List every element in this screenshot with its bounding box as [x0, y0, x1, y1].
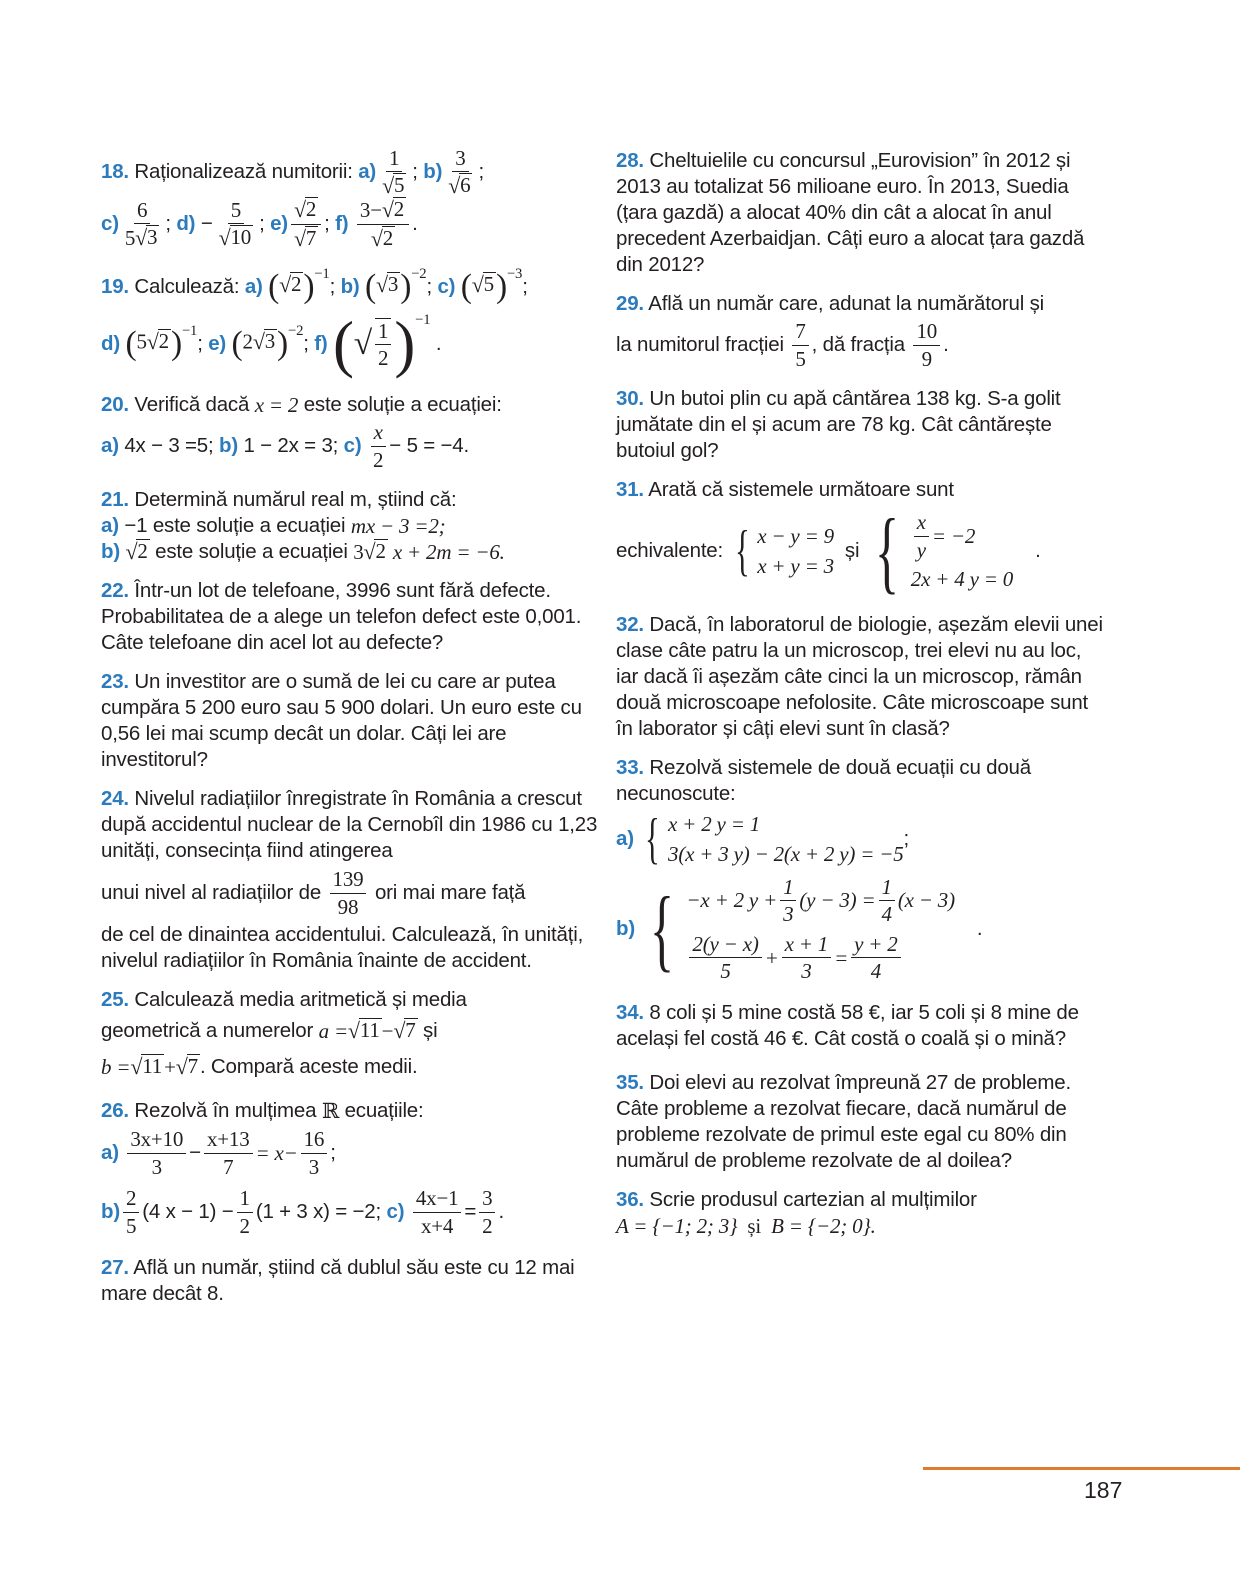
fraction: $\frac{4x-1}{x+4}$ — [413, 1186, 462, 1237]
item-label: c) — [437, 275, 456, 298]
fraction: 1 √ 5 — [382, 145, 405, 198]
fraction: $\frac{3}{2}$ — [479, 1186, 495, 1237]
equation-system: { −x + 2 y + $\frac{1}{3}$ (y − 3) = $\frac{1}{4}$ (x − 3) $\frac{2(y - x)}{5}$ + $\frac{x + 1}{3}$ = $\frac{y + 2}{4}$ — [650, 874, 955, 984]
exercise-number: 18. — [101, 160, 129, 183]
exercise-24 — [101, 786, 601, 974]
exercise-36 — [616, 1187, 1106, 1239]
power-expression: ( √ 3 )$^{-2}$ — [365, 266, 427, 306]
item-label: b) — [101, 540, 120, 563]
power-expression: ( √ 2 )$^{-1}$ — [268, 266, 330, 306]
exercise-18: 18. Raționalizează numitorii: a) 1 √ 5 ; b) 3 √ 6 ; c) 6 5 √ 3 ; d) − 5 √ 10 ; e) √ 2 √ 7 ; f) 3− √ 2 √ 2 . — [101, 145, 484, 251]
equation-system: { $\frac{x}{y}$ = −2 2x + 4 y = 0 — [874, 500, 1014, 602]
fraction: 3 √ 6 — [448, 145, 471, 198]
exercise-number: 30. — [616, 387, 644, 410]
fraction: $\frac{7}{5}$ — [792, 319, 808, 370]
power-expression: ( √ $\frac{1}{2}$ ) $^{-1}$ — [333, 308, 431, 379]
brace-icon: { — [645, 808, 661, 870]
exercise-number: 34. — [616, 1001, 644, 1024]
exercise-text: 8 coli și 5 mine costă 58 €, iar 5 coli și 8 mine de același fel costă 46 €. Cât costă o coală și o mină? — [616, 1001, 1079, 1050]
fraction: $\frac{16}{3}$ — [301, 1127, 328, 1178]
equation: 4x − 3 =5; — [124, 434, 214, 457]
item-label: e) — [208, 332, 227, 355]
exercise-number: 36. — [616, 1188, 644, 1211]
exercise-number: 19. — [101, 275, 129, 298]
fraction: $\frac{1}{2}$ — [237, 1186, 253, 1237]
equation: 1 − 2x = 3; — [243, 434, 339, 457]
item-label: b) — [423, 160, 443, 183]
exercise-34 — [616, 1000, 1106, 1052]
exercise-number: 21. — [101, 488, 129, 511]
item-label: a) — [101, 434, 119, 457]
exercise-33: 33. Rezolvă sistemele de două ecuații cu două necunoscute: a) { x + 2 y = 1 3(x + 3 y) − 2(x + 2 y) = −5 ; b) { −x + 2 y + $\frac{1}{3}$ (y − 3) = $\frac{1}{4}$ (x − 3) $\frac{2(y - x)}{5}$ + $\frac{x + 1}{3}$ = $\frac{y + 2}{4}$ . — [616, 756, 1031, 984]
right-column — [616, 148, 1106, 1252]
item-label: b) — [616, 917, 635, 940]
power-expression: (5 √ 2 )$^{-1}$ — [125, 323, 198, 363]
radical: √ 2 — [125, 539, 148, 564]
fraction: $\frac{10}{9}$ — [913, 319, 940, 370]
exercise-22 — [101, 578, 601, 656]
item-label: e) — [270, 212, 288, 235]
fraction: $\frac{x}{2}$ — [370, 420, 386, 471]
exercise-number: 27. — [101, 1256, 129, 1279]
exercise-27 — [101, 1255, 601, 1307]
exercise-text: Calculează: — [134, 275, 240, 298]
exercise-text: este soluție a ecuației — [152, 514, 346, 537]
exercise-text: unui nivel al radiațiilor de — [101, 881, 322, 904]
exercise-29: 29. Află un număr care, adunat la numărătorul și la numitorul fracției $\frac{7}{5}$ , dă fracția $\frac{10}{9}$ . — [616, 292, 1045, 371]
exercise-number: 20. — [101, 393, 129, 416]
exercise-20 — [101, 392, 601, 474]
radical: √ 10 — [218, 224, 252, 250]
exercise-text: Rezolvă sistemele de două ecuații cu două necunoscute: — [616, 756, 1031, 805]
exercise-number: 24. — [101, 787, 129, 810]
exercise-text: , dă fracția — [811, 333, 905, 356]
value: −1 — [124, 514, 148, 537]
item-label: b) — [219, 434, 238, 457]
exercise-text: Cheltuielile cu concursul „Eurovision” în 2012 și 2013 au totalizat 56 milioane euro. În 2013, Suedia (țara gazdă) a alocat 40% din cât a alocat în anul precedent Azerbaidjan. Câți euro a alocat țara gazdă din 2012? — [616, 149, 1085, 276]
set-b: B = {−2; 0}. — [771, 1214, 876, 1238]
equation-system: { x − y = 9 x + y = 3 — [734, 520, 834, 582]
exercise-text: este soluție a ecuației: — [303, 393, 502, 416]
exercise-number: 35. — [616, 1071, 644, 1094]
item-label: b) — [101, 1200, 120, 1223]
item-label: f) — [314, 332, 328, 355]
fraction: 6 5 √ 3 — [124, 197, 158, 250]
item-label: c) — [386, 1200, 405, 1223]
equation: 3 √ 2 x + 2m = −6. — [353, 539, 505, 564]
brace-icon: { — [650, 878, 675, 980]
exercise-28 — [616, 148, 1106, 278]
exercise-text: Determină numărul real m, știind că: — [134, 488, 457, 511]
exercise-26: 26. Rezolvă în mulțimea ℝ ecuațiile: a) $\frac{3x+10}{3}$ − $\frac{x+13}{7}$ = x− $\frac{16}{3}$ ; b) $\frac{2}{5}$ (4 x − 1) − $\frac{1}{2}$ (1 + 3 x) = −2; c) $\frac{4x-1}{x+4}$ = $\frac{3}{2}$ . — [101, 1099, 504, 1238]
exercise-text: Nivelul radiațiilor înregistrate în România a crescut după accidentul nuclear de la Cernobîl din 1986 cu 1,23 unități, consecința fiind atingerea — [101, 787, 598, 862]
exercise-23 — [101, 669, 601, 773]
page-number: 187 — [1084, 1477, 1123, 1503]
exercise-text: Scrie produsul cartezian al mulțimilor — [649, 1188, 977, 1211]
brace-icon: { — [734, 520, 750, 582]
fraction: $\frac{2}{5}$ — [123, 1186, 139, 1237]
exercise-text: Rezolvă în mulțimea — [134, 1099, 317, 1122]
set-a: A = {−1; 2; 3} — [616, 1214, 738, 1238]
item-label: a) — [244, 275, 263, 298]
exercise-text: Dacă, în laboratorul de biologie, așezăm elevii unei clase câte patru la un microscop, trei elevi nu au loc, iar dacă îi așezăm câte cinci la un microscop, rămân două microscoape nefolosite. Câte microscoape sunt în laborator și câți elevi sunt în clasă? — [616, 613, 1103, 740]
radical: √ 2 — [293, 197, 317, 223]
exercise-text: ori mai mare față — [374, 881, 526, 904]
exercise-35 — [616, 1070, 1106, 1174]
power-expression: (2 √ 3 )$^{-2}$ — [231, 323, 304, 363]
exercise-text: Verifică dacă — [134, 393, 250, 416]
exercise-number: 22. — [101, 579, 129, 602]
exercise-number: 23. — [101, 670, 129, 693]
exercise-text: Raționalizează numitorii: — [134, 160, 353, 183]
exercise-number: 31. — [616, 478, 644, 501]
exercise-text: Doi elevi au rezolvat împreună 27 de probleme. Câte probleme a rezolvat fiecare, dacă numărul de probleme rezolvate de primul este egal cu 80% din numărul de probleme rezolvate de al doilea? — [616, 1071, 1071, 1172]
exercise-21 — [101, 487, 601, 565]
exercise-text: echivalente: — [616, 539, 724, 562]
item-label: a) — [101, 1141, 119, 1164]
fraction: 3− √ 2 √ 2 — [357, 197, 409, 251]
fraction — [291, 197, 321, 251]
exercise-text: geometrică a numerelor — [101, 1019, 314, 1042]
exercise-text: Un butoi plin cu apă cântărea 138 kg. S-a golit jumătate din el și acum are 78 kg. Cât cântărește butoiul gol? — [616, 387, 1061, 462]
item-label: d) — [101, 332, 120, 355]
fraction: $\frac{139}{98}$ — [330, 867, 367, 918]
exercise-number: 28. — [616, 149, 644, 172]
exercise-31: 31. Arată că sistemele următoare sunt echivalente: { x − y = 9 x + y = 3 și { $\frac{x}{y}$ = −2 2x + 4 y = 0 . — [616, 478, 1041, 602]
exercise-number: 33. — [616, 756, 644, 779]
radical: √ 6 — [448, 172, 471, 198]
radical: √ 7 — [293, 225, 317, 251]
item-label: f) — [335, 212, 349, 235]
left-column — [101, 145, 601, 1320]
footer-divider — [923, 1467, 1240, 1470]
conjunction: și — [423, 1019, 438, 1042]
radical: √ 5 — [382, 172, 405, 198]
exercise-number: 26. — [101, 1099, 129, 1122]
real-numbers-symbol: ℝ — [321, 1099, 340, 1123]
exercise-text: Arată că sistemele următoare sunt — [648, 478, 954, 501]
equation-system: { x + 2 y = 1 3(x + 3 y) − 2(x + 2 y) = −5 — [645, 808, 904, 870]
exercise-text: Află un număr, știind că dublul său este cu 12 mai mare decât 8. — [101, 1256, 575, 1305]
conjunction: și — [844, 539, 860, 562]
fraction: $\frac{x+13}{7}$ — [204, 1127, 253, 1178]
exercise-text: Un investitor are o sumă de lei cu care ar putea cumpăra 5 200 euro sau 5 900 dolari. Un euro este cu 0,56 lei mai scump decât un dolar. Câți lei are investitorul? — [101, 670, 582, 771]
exercise-text: la numitorul fracției — [616, 333, 784, 356]
item-label: d) — [176, 212, 196, 235]
item-label: a) — [616, 827, 634, 850]
item-label: a) — [358, 160, 377, 183]
brace-icon: { — [874, 500, 899, 602]
expression-b: b = √ 11 + √ 7 — [101, 1054, 198, 1079]
exercise-text: Într-un lot de telefoane, 3996 sunt fără defecte. Probabilitatea de a alege un telefon defect este 0,001. Câte telefoane din acel lot au defecte? — [101, 579, 582, 654]
conjunction: și — [747, 1214, 761, 1238]
power-expression: ( √ 5 )$^{-3}$ — [460, 266, 523, 306]
item-label: a) — [101, 514, 119, 537]
exercise-number: 29. — [616, 292, 644, 315]
equation: − 5 = −4. — [389, 434, 469, 457]
exercise-number: 32. — [616, 613, 644, 636]
expression-a: a = √ 11 − √ 7 — [318, 1018, 416, 1043]
item-label: c) — [101, 212, 119, 235]
exercise-text: . Compară aceste medii. — [199, 1055, 418, 1078]
exercise-19: 19. Calculează: a) ( √ 2 )$^{-1}$ ; b) ( √ 3 )$^{-2}$ ; c) ( √ 5 )$^{-3}$ ; d) (5 √ 2 )$^{-1}$ ; e) (2 √ 3 )$^{-2}$ ; f) ( √ $\frac{1}{2}$ ) $^{-1}$ . — [101, 266, 528, 379]
exercise-text: este soluție a ecuației — [155, 540, 348, 563]
radical: √ 2 — [381, 197, 405, 223]
exercise-number: 25. — [101, 988, 129, 1011]
fraction: 5 √ 10 — [218, 197, 252, 250]
item-label: c) — [343, 434, 362, 457]
equation: mx − 3 =2; — [350, 514, 446, 538]
exercise-text: de cel de dinaintea accidentului. Calculează, în unități, nivelul radiațiilor în România înainte de accident. — [101, 923, 584, 972]
exercise-text: Calculează media aritmetică și media — [134, 988, 467, 1011]
exercise-32 — [616, 612, 1106, 742]
fraction: $\frac{3x+10}{3}$ — [127, 1127, 186, 1178]
exercise-25 — [101, 987, 601, 1085]
radical: √ 2 — [370, 225, 394, 251]
condition: x = 2 — [254, 393, 299, 417]
exercise-text: Află un număr care, adunat la numărătorul și — [648, 292, 1045, 315]
radical: √ 3 — [135, 224, 158, 250]
exercise-30 — [616, 386, 1106, 464]
exercise-text: ecuațiile: — [344, 1099, 424, 1122]
item-label: b) — [340, 275, 360, 298]
